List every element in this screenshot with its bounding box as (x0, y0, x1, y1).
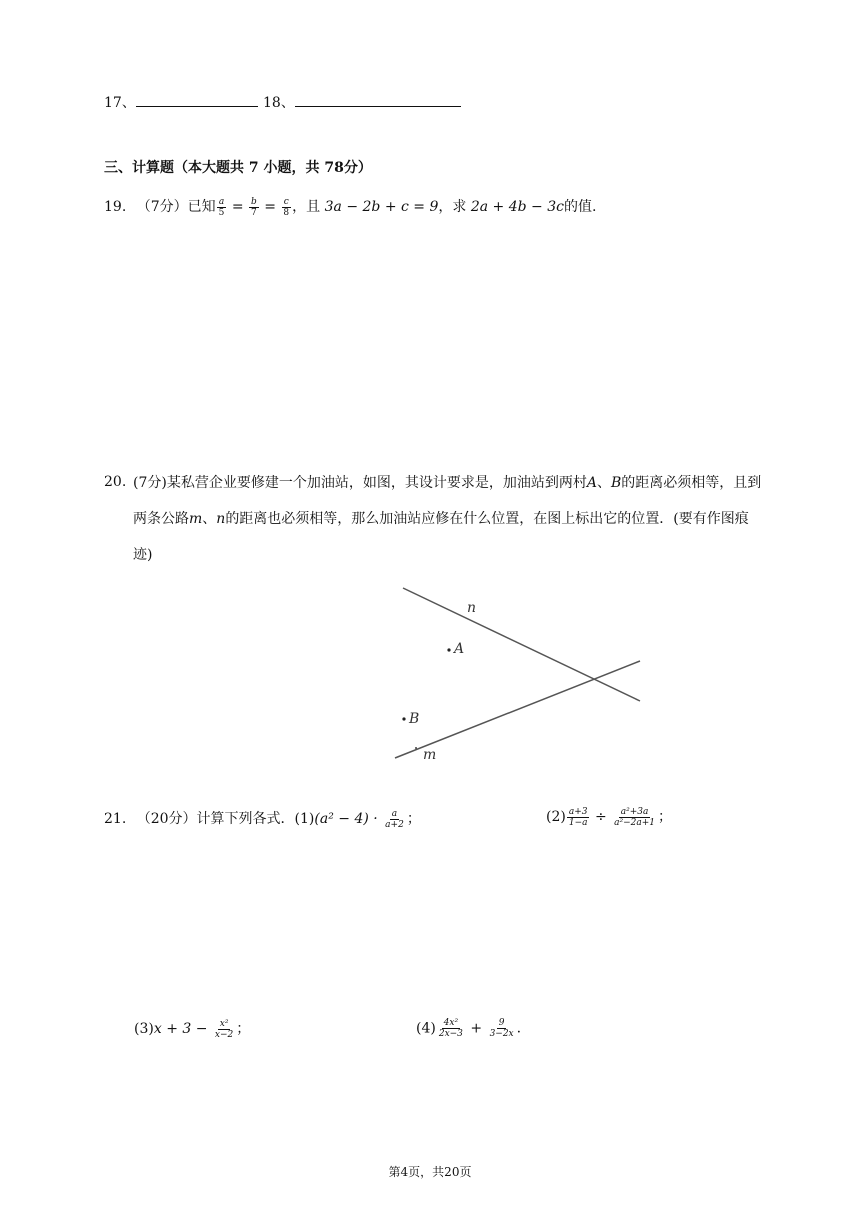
q21-p1-semicolon: ； (406, 811, 421, 827)
question-20-text (133, 465, 763, 573)
q18-label: 18、 (263, 95, 295, 111)
section-score: 78 (324, 160, 344, 176)
q21-points: （20分） (136, 811, 197, 827)
q21-intro: 计算下列各式． (196, 811, 295, 827)
section-mid: 小题，共 (263, 160, 320, 176)
q21-part-3 (134, 1018, 250, 1040)
label-n: n (467, 600, 477, 616)
q20-var-b: B (610, 475, 622, 491)
q19-points: （7分） (136, 199, 188, 215)
page-footer: 第4页，共20页 (388, 1165, 472, 1179)
q21-p1-frac: $\frac{a}{a+2}$ (385, 808, 404, 830)
q20-sep: 、 (596, 475, 611, 491)
q19-frac-a: $\frac{a}{5}$ (218, 196, 225, 218)
q21-p1-label: (1) (294, 811, 315, 827)
q21-p2-label: (2) (546, 809, 566, 825)
q21-p2-op: ÷ (594, 809, 607, 825)
q21-p2-frac1: $\frac{a+3}{1-a}$ (568, 806, 588, 828)
q21-p3-semicolon: ； (236, 1021, 251, 1037)
q19-target: 2a + 4b − 3c (470, 199, 564, 215)
q21-p4-label: (4) (416, 1020, 436, 1037)
q20-text-4: 的距离也必须相等，那么加油站应修在什么位置，在图上标出它的位 (225, 511, 646, 527)
q20-text-1: (7分)某私营企业要修建一个加油站，如图，其设计要求是，加油站到两村 (133, 475, 587, 491)
q21-number: 21. (104, 811, 127, 827)
q21-part-4 (416, 1018, 521, 1039)
section-end: 分） (343, 160, 372, 176)
q19-condition: 3a − 2b + c = 9 (324, 199, 439, 215)
road-m-line (395, 661, 640, 758)
road-n-line (403, 588, 640, 701)
q21-p3-frac: $\frac{\text{x²}}{x-2}$ (214, 1018, 234, 1040)
q20-var-m: m (189, 511, 203, 527)
q21-p4-op: + (470, 1020, 483, 1037)
question-21 (104, 808, 421, 830)
q20-var-a: A (586, 475, 597, 491)
q21-part-2 (546, 806, 672, 828)
q20-text-2: 的距离必须相 (621, 475, 706, 491)
section-title: 三、计算题（本大题共 (104, 160, 244, 176)
q21-p4-frac1: $\frac{\text{4x²}}{2x-3}$ (438, 1018, 463, 1039)
q21-p2-frac2: $\frac{\text{a²+3a}}{\text{a²−2a+1}}$ (614, 806, 655, 828)
village-b-point (402, 717, 405, 720)
village-a-point (447, 648, 450, 651)
q17-blank[interactable] (136, 92, 258, 107)
q20-text-3: 等，且到两条公路 (133, 475, 762, 527)
q20-sep2: 、 (202, 511, 217, 527)
q21-p1-expr: (a² − 4) · (314, 811, 378, 827)
question-19: 19. （7分）已知 $\frac{a}{5}$ = $\frac{b}{7}$ = $\frac{c}{8}$ ，且 3a − 2b + c = 9，求 2a + 4b − 3c的值. (104, 196, 597, 218)
section-count: 7 (248, 160, 259, 176)
q17-label: 17、 (104, 95, 136, 111)
section-heading (104, 157, 372, 177)
label-b: B (409, 711, 420, 727)
q19-suffix: 的值. (563, 199, 597, 215)
label-a: A (454, 641, 465, 657)
q19-prefix: 已知 (187, 199, 216, 215)
q19-frac-b: $\frac{b}{7}$ (251, 196, 257, 218)
q19-frac-c: $\frac{c}{8}$ (283, 196, 290, 218)
answer-line-18 (263, 92, 461, 112)
answer-line-17 (104, 92, 258, 112)
q20-var-n: n (216, 511, 226, 527)
road-m-mark (415, 747, 417, 749)
label-m: m (423, 747, 437, 763)
q21-p4-frac2: $\frac{9}{3-2x}$ (489, 1018, 514, 1039)
q20-text-5: 置．(要有作图痕迹) (133, 511, 749, 563)
q19-number: 19. (104, 199, 127, 215)
q21-p2-semicolon: ； (658, 809, 672, 825)
q18-blank[interactable] (295, 92, 461, 107)
q21-p4-period: . (516, 1020, 522, 1037)
q21-p3-expr: x + 3 − (153, 1021, 208, 1037)
q19-cond-prefix: ，且 (292, 199, 321, 215)
q21-p3-label: (3) (134, 1021, 154, 1037)
q20-figure (385, 578, 655, 778)
q19-ask-prefix: ，求 (438, 199, 467, 215)
q20-number: 20. (104, 474, 127, 490)
